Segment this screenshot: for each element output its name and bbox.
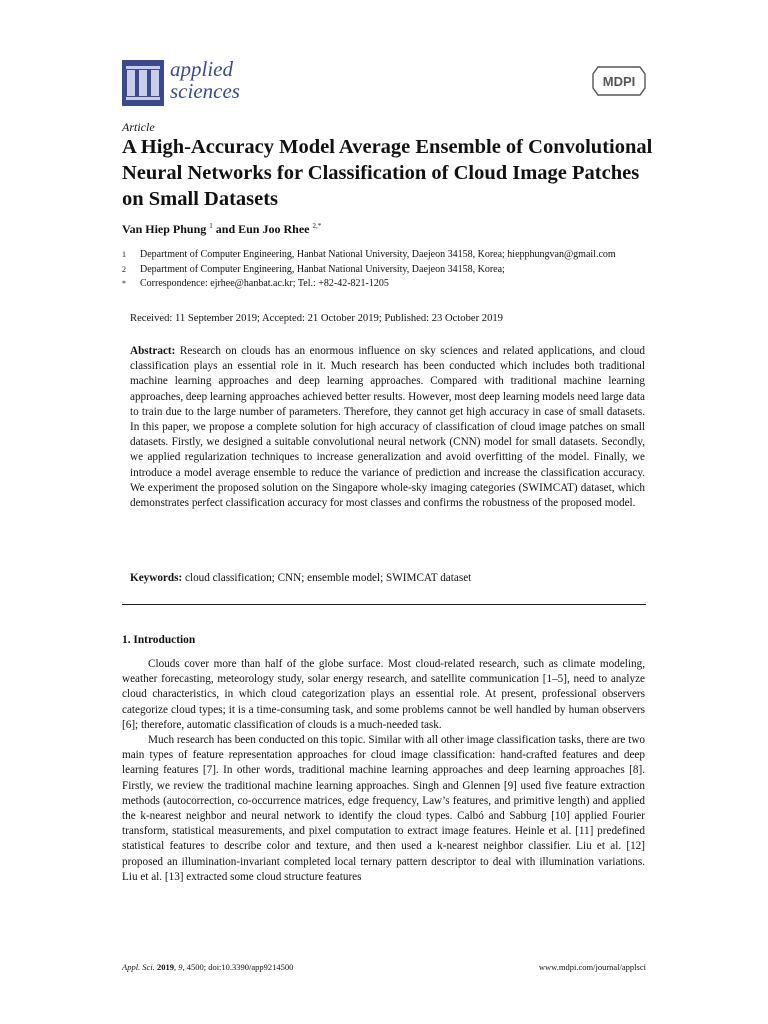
author-name: Van Hiep Phung — [122, 222, 207, 236]
paper-title: A High-Accuracy Model Average Ensemble of Convolutional Neural Networks for Classification of Cloud Image Patches on Small Datasets — [122, 136, 653, 210]
author-affiliation-mark: 1 — [209, 222, 213, 230]
footer-url[interactable]: www.mdpi.com/journal/applsci — [538, 962, 646, 972]
keywords-label: Keywords: — [130, 572, 183, 584]
section-divider — [122, 604, 646, 605]
affiliation-item — [122, 263, 642, 278]
affiliation-item — [122, 248, 642, 263]
journal-name: applied sciences — [170, 57, 240, 103]
author-name: Eun Joo Rhee — [238, 222, 310, 236]
author-affiliation-mark: 2,* — [312, 222, 322, 230]
section-body — [122, 657, 645, 885]
keywords — [130, 572, 471, 584]
body-paragraph: Much research has been conducted on this topic. Similar with all other image classification tasks, there are two main types of feature representation approaches for cloud image classification: hand-crafted features and deep learning features [7]. In other words, traditional machine learning approaches and deep learning approaches [8]. Firstly, we review the traditional machine learning approaches. Singh and Glennen [9] used five feature extraction methods (autocorrection, co-occurrence matrices, edge frequency, Law’s features, and primitive length) and applied the k-nearest neighbor and neural network to identify the cloud types. Calbó and Sabburg [10] applied Fourier transform, statistical measurements, and pixel computation to extract image features. Heinle et al. [11] predefined statistical features to describe color and texture, and then used a k-nearest neighbor classifier. Liu et al. [12] proposed an illumination-invariant completed local ternary pattern descriptor to deal with illumination variations. Liu et al. [13] extracted some cloud structure features — [122, 734, 645, 883]
keywords-text: cloud classification; CNN; ensemble model; SWIMCAT dataset — [182, 572, 472, 584]
affiliation-mark: 1 — [122, 250, 126, 259]
publisher-name: MDPI — [602, 74, 636, 89]
abstract-text: Research on clouds has an enormous influence on sky sciences and related applications, and cloud classification plays an essential role in it. Much research has been conducted which includes both traditional machine learning approaches and deep learning approaches. Compared with traditional machine learning approaches, deep learning approaches achieved better results. However, most deep learning models need large data to train due to the large number of parameters. Therefore, they cannot get high accuracy in case of small datasets. In this paper, we propose a complete solution for high accuracy of classification of cloud image patches on small datasets. Firstly, we designed a suitable convolutional neural network (CNN) model for small datasets. Secondly, we applied regularization techniques to increase generalization and avoid overfitting of the model. Finally, we introduce a model average ensemble to reduce the variance of prediction and increase the classification accuracy. We experiment the proposed solution on the Singapore whole-sky imaging categories (SWIMCAT) dataset, which demonstrates perfect classification accuracy for most classes and confirms the robustness of the proposed model. — [130, 345, 645, 510]
journal-emblem-icon — [122, 60, 164, 106]
footer-citation: Appl. Sci. 2019, 9, 4500; doi:10.3390/app9214500 — [122, 962, 294, 972]
abstract — [130, 344, 645, 511]
body-paragraph: Clouds cover more than half of the globe surface. Most cloud-related research, such as climate modeling, weather forecasting, meteorology study, solar energy research, and satellite communication [1–5], need to analyze cloud characteristics, in which cloud categorization plays an essential role. At present, professional observers categorize cloud types; it is a time-consuming task, and some problems cannot be well handled by human observers [6]; therefore, automatic classification of clouds is a much-needed task. — [122, 658, 645, 731]
affiliation-mark: 2 — [122, 264, 126, 274]
affiliation-text: Department of Computer Engineering, Hanbat National University, Daejeon 34158, Korea; — [140, 263, 505, 275]
affiliation-mark: * — [122, 279, 126, 288]
journal-logo — [122, 58, 240, 106]
affiliation-text: Correspondence: ejrhee@hanbat.ac.kr; Tel.: +82-42-821-1205 — [140, 278, 389, 289]
author-connector: and — [215, 222, 239, 236]
affiliation-text: Department of Computer Engineering, Hanbat National University, Daejeon 34158, Korea; hiepphungvan@gmail.com — [140, 249, 616, 260]
author-list — [122, 222, 321, 237]
publisher-logo — [592, 66, 646, 96]
article-type: Article — [122, 120, 155, 134]
affiliation-item — [122, 277, 642, 292]
affiliations — [122, 248, 642, 292]
abstract-label: Abstract: — [130, 345, 176, 357]
publication-dates: Received: 11 September 2019; Accepted: 21 October 2019; Published: 23 October 2019 — [130, 313, 503, 324]
section-heading: 1. Introduction — [122, 634, 196, 646]
